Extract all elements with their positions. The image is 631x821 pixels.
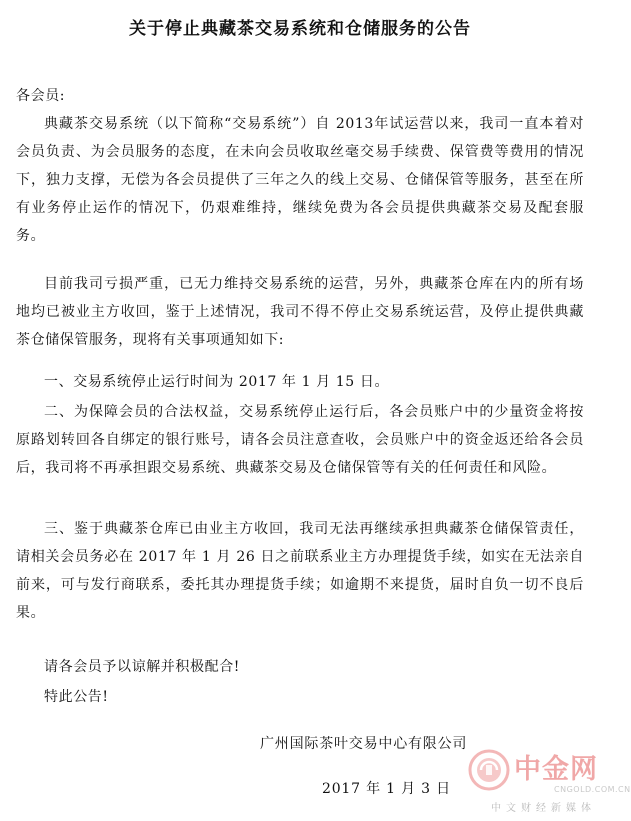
paragraph-request: 请各会员予以谅解并积极配合! (44, 659, 241, 675)
watermark (468, 745, 631, 821)
paragraph-item-3: 三、鉴于典藏茶仓库已由业主方收回，我司无法再继续承担典藏茶仓储保管责任，请相关会员务必在 2017 年 1 月 26 日之前联系业主方办理提货手续，如实在无法亲自前来，可与发行商联系，委托其办理提货手续；如逾期不来提货，届时自负一切不良后果。 (16, 521, 584, 621)
signature-date: 2017 年 1 月 3 日 (322, 781, 451, 797)
document-title: 关于停止典藏茶交易系统和仓储服务的公告 (129, 19, 471, 39)
paragraph-intro: 典藏茶交易系统（以下简称“交易系统”）自 2013年试运营以来，我司一直本着对会员负责、为会员服务的态度，在未向会员收取丝毫交易手续费、保管费等费用的情况下，独力支撑，无偿为各会员提供了三年之久的线上交易、仓储保管等服务，甚至在所有业务停止运作的情况下，仍艰难维持，继续免费为各会员提供典藏茶交易及配套服务。 (16, 116, 584, 244)
paragraph-item-2: 二、为保障会员的合法权益，交易系统停止运行后，各会员账户中的少量资金将按原路划转回各自绑定的银行账号，请各会员注意查收，会员账户中的资金返还给各会员后，我司将不再承担跟交易系统、典藏茶交易及仓储保管等有关的任何责任和风险。 (16, 404, 584, 476)
watermark-name: 中金网 (514, 754, 598, 785)
paragraph-situation: 目前我司亏损严重，已无力维持交易系统的运营，另外，典藏茶仓库在内的所有场地均已被业主方收回，鉴于上述情况，我司不得不停止交易系统运营，及停止提供典藏茶仓储保管服务，现将有关事项通知如下: (16, 276, 584, 348)
watermark-tagline: 中文财经新媒体 (491, 803, 596, 814)
signer: 广州国际茶叶交易中心有限公司 (260, 736, 468, 752)
salutation: 各会员: (16, 88, 66, 104)
paragraph-item-1: 一、交易系统停止运行时间为 2017 年 1 月 15 日。 (44, 374, 390, 390)
coin-logo-icon (468, 749, 510, 791)
watermark-domain: CNGOLD.COM.CN (554, 785, 631, 794)
paragraph-closing: 特此公告! (44, 689, 109, 705)
